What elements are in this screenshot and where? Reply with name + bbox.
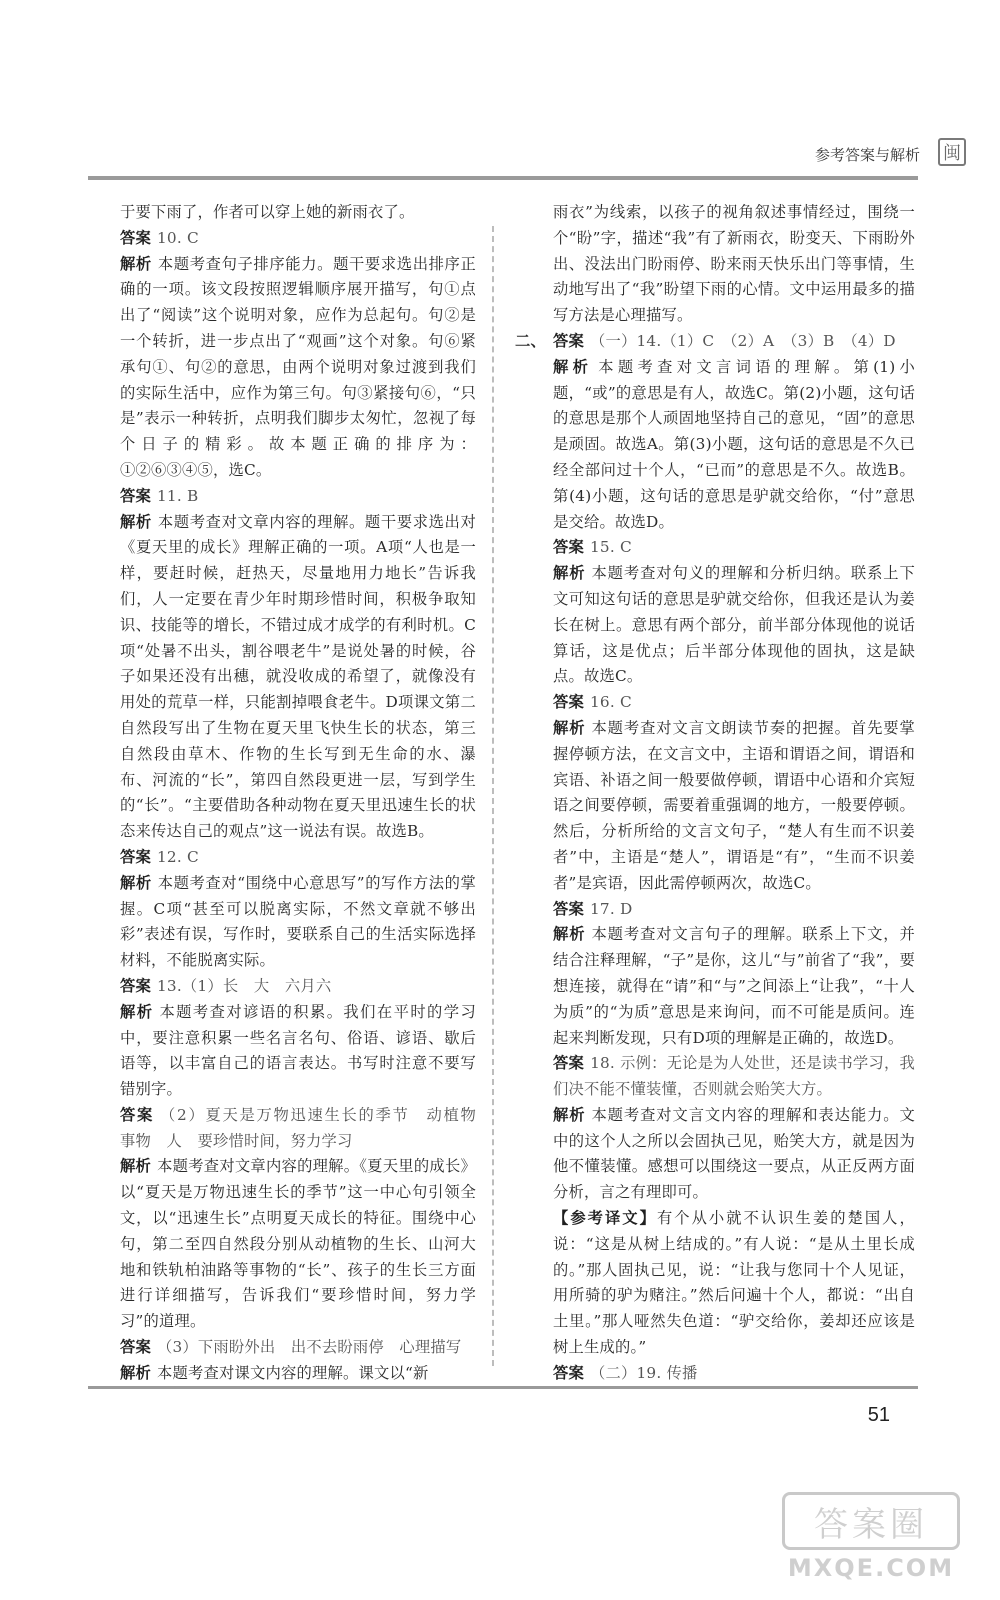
analysis-paragraph: 解析 本题考查句子排序能力。题干要求选出排序正确的一项。该文段按照逻辑顺序展开描写，句①点出了“阅读”这个说明对象，应作为总起句。句②是一个转折，进一步点出了“观画”这个对象。句⑥紧承句①、句②的意思，由两个说明对象过渡到我们的实际生活中，应作为第三句。句③紧接句⑥，“只是”表示一种转折，点明我们脚步太匆忙，忽视了每个日子的精彩。故本题正确的排序为：①②⑥③④⑤，选C。 [120, 254, 476, 479]
analysis-paragraph: 解析 本题考查对文言句子的理解。联系上下文，并结合注释理解，“子”是你，这儿“与”前省了“我”，要想连接，就得在“请”和“与”之间添上“让我”，“十人为质”的“为质”意思是来询问，而不可能是质问。连起来判断发现，只有D项的理解是正确的，故选D。 [553, 925, 915, 1047]
answer-label: 答案 [120, 228, 151, 247]
page-header [0, 0, 1000, 182]
translation-paragraph: 【参考译文】有个从小就不认识生姜的楚国人，说：“这是从树上结成的。”有人说：“是从土里长成的。”那人固执己见，说：“让我与您同十个人见证，用所骑的驴为赌注。”然后问遍十个人，都说：“出自土里。”那人哑然失色道：“驴交给你，姜却还应该是树上生成的。” [553, 1209, 915, 1357]
answer-value: （3）下雨盼外出 出不去盼雨停 心理描写 [157, 1338, 462, 1357]
answer-label: 答案 [120, 847, 151, 866]
answer-line [120, 226, 476, 252]
analysis-paragraph: 解析 本题考查对句义的理解和分析归纳。联系上下文可知这句话的意思是驴就交给你，但我还是认为姜长在树上。意思有两个部分，前半部分体现他的说话算话，这是优点；后半部分体现他的固执，这是缺点。故选C。 [553, 564, 915, 686]
answer-line [515, 329, 915, 355]
right-column [515, 200, 916, 1387]
answer-label: 答案 [553, 538, 584, 557]
answer-label: 答案 [553, 693, 584, 712]
site-watermark [782, 1492, 960, 1588]
answer-line [553, 690, 915, 716]
analysis-label: 解析 [553, 357, 593, 376]
analysis-continuation: 雨衣”为线索，以孩子的视角叙述事情经过，围绕一个“盼”字，描述“我”有了新雨衣，盼变天、下雨盼外出、没法出门盼雨停、盼来雨天快乐出门等事情，生动地写出了“我”盼望下雨的心情。文中运用最多的描写方法是心理描写。 [553, 203, 915, 325]
analysis-paragraph: 解析 本题考查对文言词语的理解。第(1)小题，“或”的意思是有人，故选C。第(2)小题，这句话的意思是那个人顽固地坚持自己的意见，“固”的意思是顽固。故选A。第(3)小题，这句话的意思是不久已经全部问过十个人，“已而”的意思是不久。故选B。第(4)小题，这句话的意思是驴就交给你，“付”意思是交给。故选D。 [553, 357, 915, 531]
answer-line [553, 1051, 915, 1103]
answer-line [120, 974, 476, 1000]
footer-divider [88, 1386, 918, 1389]
answer-value: 17. D [590, 899, 633, 918]
answer-value: （一）14.（1）C （2）A （3）B （4）D [590, 331, 896, 350]
answer-line [553, 1361, 915, 1387]
analysis-label: 解析 [553, 564, 586, 583]
analysis-paragraph: 解析 本题考查对文章内容的理解。题干要求选出对《夏天里的成长》理解正确的一项。A项“人也是一样，要赶时候，赶热天，尽量地用力地长”告诉我们，人一定要在青少年时期珍惜时间，积极争取知识、技能等的增长，不错过成才成学的有利时机。C项“处暑不出头，割谷喂老牛”是说处暑的时候，谷子如果还没有出穗，就没收成的希望了，就像没有用处的荒草一样，只能割掉喂食老牛。D项课文第二自然段写出了生物在夏天里飞快生长的状态，第三自然段由草木、作物的生长写到无生命的水、瀑布、河流的“长”，第四自然段更进一层，写到学生的“长”。“主要借助各种动物在夏天里迅速生长的状态来传达自己的观点”这一说法有误。故选B。 [120, 512, 476, 841]
analysis-label: 解析 [553, 718, 586, 737]
answer-value: 16. C [590, 693, 632, 712]
section-number: 二、 [515, 331, 546, 350]
answer-value: 11. B [157, 486, 199, 505]
watermark-logo-icon: 答案圈 [782, 1492, 960, 1550]
analysis-paragraph: 解析 本题考查对文言文内容的理解和表达能力。文中的这个人之所以会固执己见，贻笑大方，就是因为他不懂装懂。感想可以围绕这一要点，从正反两方面分析，言之有理即可。 [553, 1105, 915, 1202]
answer-label: 答案 [553, 899, 584, 918]
answer-value: （2）夏天是万物迅速生长的季节 动植物 事物 人 要珍惜时间，努力学习 [120, 1105, 492, 1150]
answer-label: 答案 [120, 1338, 151, 1357]
answer-value: 10. C [157, 228, 199, 247]
answer-line [120, 1103, 492, 1155]
column-divider [492, 226, 494, 1366]
analysis-paragraph: 解析 本题考查对“围绕中心意思写”的写作方法的掌握。C项“甚至可以脱离实际，不然文章就不够出彩”表述有误，写作时，要联系自己的生活实际选择材料，不能脱离实际。 [120, 873, 477, 970]
analysis-paragraph: 解析 本题考查对谚语的积累。我们在平时的学习中，要注意积累一些名言名句、俗语、谚语、歇后语等，以丰富自己的语言表达。书写时注意不要写错别字。 [120, 1002, 476, 1099]
left-column [120, 200, 492, 1387]
answer-value: 13.（1）长 大 六月六 [157, 976, 332, 995]
answer-line [120, 1335, 476, 1361]
answer-value: 15. C [590, 538, 632, 557]
header-divider [88, 176, 918, 180]
analysis-label: 解析 [553, 1105, 586, 1124]
answer-line [553, 535, 915, 561]
answer-value: 12. C [157, 847, 199, 866]
answer-line [120, 845, 476, 871]
answer-label: 答案 [553, 331, 584, 350]
translation-label: 【参考译文】 [553, 1209, 657, 1228]
watermark-site-text: MXQE.COM [787, 1554, 955, 1582]
analysis-label: 解析 [120, 1157, 152, 1176]
answer-label: 答案 [553, 1363, 584, 1382]
answer-label: 答案 [553, 1054, 585, 1073]
analysis-label: 解析 [120, 512, 152, 531]
answer-value: （二）19. 传播 [590, 1363, 698, 1382]
analysis-label: 解析 [120, 1002, 154, 1021]
analysis-paragraph: 解析 本题考查对课文内容的理解。课文以“新 [120, 1363, 429, 1382]
analysis-label: 解析 [120, 1363, 151, 1382]
answer-line [553, 897, 915, 923]
analysis-paragraph: 解析 本题考查对文章内容的理解。《夏天里的成长》以“夏天是万物迅速生长的季节”这一中心句引领全文，以“迅速生长”点明夏天成长的特征。围绕中心句，第二至四自然段分别从动植物的生长、山河大地和铁轨柏油路等事物的“长”、孩子的生长三方面进行详细描写，告诉我们“要珍惜时间，努力学习”的道理。 [120, 1157, 476, 1331]
answer-label: 答案 [120, 486, 151, 505]
header-title: 参考答案与解析 [814, 146, 920, 164]
analysis-label: 解析 [553, 925, 586, 944]
answer-value: 18. 示例：无论是为人处世，还是读书学习，我们决不能不懂装懂，否则就会贻笑大方。 [553, 1054, 916, 1099]
answer-paragraph: 于要下雨了，作者可以穿上她的新雨衣了。 [120, 203, 415, 221]
analysis-label: 解析 [120, 254, 152, 273]
analysis-paragraph: 解析 本题考查对文言文朗读节奏的把握。首先要掌握停顿方法，在文言文中，主语和谓语之间，谓语和宾语、补语之间一般要做停顿，谓语中心语和介宾短语之间要停顿，需要着重强调的地方，一般要停顿。然后，分析所给的文言文句子，“楚人有生而不识姜者”中，主语是“楚人”，谓语是“有”，“生而不识姜者”是宾语，因此需停顿两次，故选C。 [553, 718, 915, 892]
analysis-label: 解析 [120, 873, 152, 892]
region-badge-icon: 闽 [938, 138, 966, 166]
answer-line [120, 484, 476, 510]
answer-label: 答案 [120, 1105, 155, 1124]
page-number: 51 [867, 1404, 890, 1426]
answer-label: 答案 [120, 976, 151, 995]
